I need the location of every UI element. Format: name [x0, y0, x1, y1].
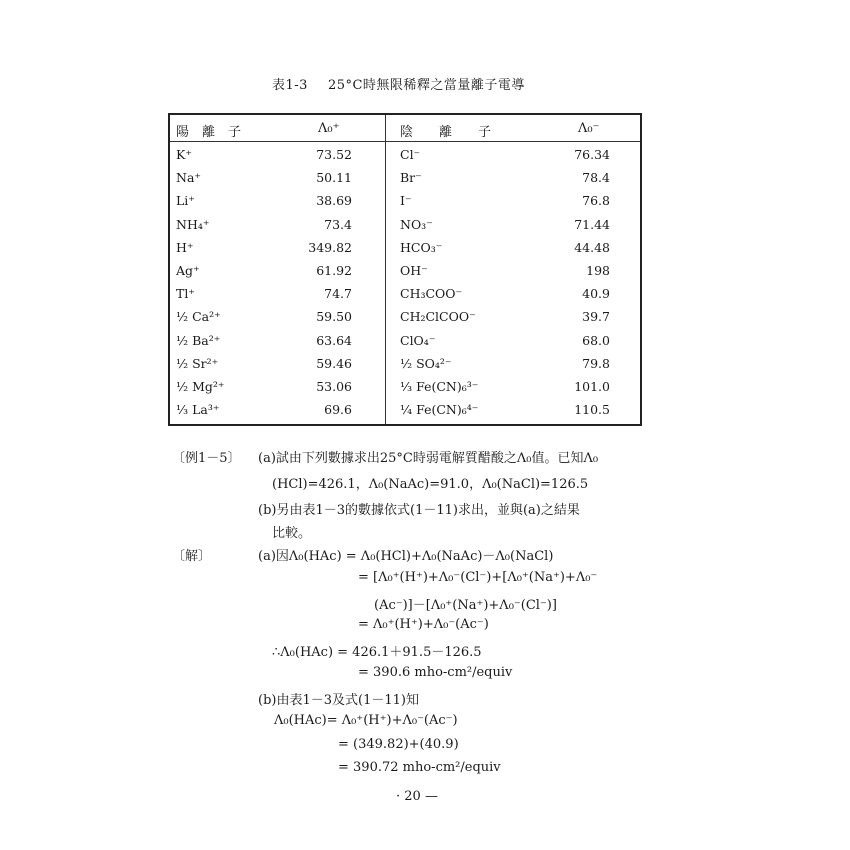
ion-anion: CH₂ClCOO⁻: [400, 309, 476, 325]
ion-anion: ½ SO₄²⁻: [400, 355, 452, 371]
ion-cation: Tl⁺: [176, 286, 195, 302]
solution-label: 〔解〕: [172, 549, 212, 564]
value-anion: 79.8: [582, 355, 610, 371]
value-anion: 101.0: [574, 379, 610, 394]
ion-anion: ClO₄⁻: [400, 332, 436, 348]
solution-line-2: = [Λ₀⁺(H⁺)+Λ₀⁻(Cl⁻)+[Λ₀⁺(Na⁺)+Λ₀⁻: [358, 570, 598, 585]
value-cation: 63.64: [316, 332, 352, 348]
ion-anion: ¼ Fe(CN)₆⁴⁻: [400, 402, 479, 418]
header-divider: [170, 141, 640, 142]
solution-line-9: = (349.82)+(40.9): [338, 737, 459, 752]
solution-line-1: (a)因Λ₀(HAc) = Λ₀(HCl)+Λ₀(NaAc)－Λ₀(NaCl): [258, 549, 554, 564]
column-divider: [385, 115, 386, 424]
value-cation: 349.82: [308, 239, 352, 255]
value-cation: 69.6: [324, 402, 352, 418]
ion-cation: H⁺: [176, 239, 194, 255]
value-anion: 40.9: [582, 286, 610, 302]
header-cation-lambda: Λ₀⁺: [318, 121, 340, 136]
value-cation: 38.69: [316, 193, 352, 209]
ion-cation: Ag⁺: [176, 263, 200, 278]
value-cation: 50.11: [316, 170, 352, 186]
ion-cation: ½ Sr²⁺: [176, 355, 219, 371]
ion-cation: ½ Ba²⁺: [176, 332, 221, 348]
table-caption: [272, 74, 525, 93]
solution-line-7: (b)由表1－3及式(1－11)知: [258, 693, 419, 708]
value-anion: 76.8: [582, 193, 610, 209]
ion-cation: ½ Ca²⁺: [176, 309, 221, 325]
value-anion: 44.48: [574, 239, 610, 255]
ion-cation: ⅓ La³⁺: [176, 402, 220, 418]
value-anion: 110.5: [574, 402, 610, 418]
solution-line-3: (Ac⁻)]－[Λ₀⁺(Na⁺)+Λ₀⁻(Cl⁻)]: [374, 598, 557, 613]
ion-anion: CH₃COO⁻: [400, 286, 463, 302]
example-line-4: 比較。: [272, 526, 312, 541]
value-cation: 59.50: [316, 309, 352, 325]
solution-line-8: Λ₀(HAc)= Λ₀⁺(H⁺)+Λ₀⁻(Ac⁻): [274, 713, 458, 728]
ion-anion: I⁻: [400, 193, 412, 209]
value-anion: 71.44: [574, 216, 610, 232]
value-anion: 198: [586, 263, 610, 278]
conductance-table: [168, 113, 642, 426]
value-cation: 61.92: [316, 263, 352, 278]
value-cation: 53.06: [316, 379, 352, 394]
value-cation: 73.4: [324, 216, 352, 232]
ion-anion: ⅓ Fe(CN)₆³⁻: [400, 379, 479, 394]
value-anion: 78.4: [582, 170, 610, 186]
ion-cation: Na⁺: [176, 170, 201, 186]
header-anion-lambda: Λ₀⁻: [578, 121, 600, 136]
ion-cation: Li⁺: [176, 193, 195, 209]
solution-line-4: = Λ₀⁺(H⁺)+Λ₀⁻(Ac⁻): [358, 617, 489, 632]
ion-cation: NH₄⁺: [176, 216, 210, 232]
table-number: 表1-3: [272, 78, 308, 93]
ion-cation: ½ Mg²⁺: [176, 379, 225, 394]
value-anion: 39.7: [582, 309, 610, 325]
example-label: 〔例1－5〕: [172, 451, 241, 466]
example-line-1: (a)試由下列數據求出25°C時弱電解質醋酸之Λ₀值。已知Λ₀: [258, 451, 599, 466]
ion-anion: Cl⁻: [400, 147, 421, 162]
solution-line-5: ∴Λ₀(HAc) = 426.1＋91.5－126.5: [272, 645, 482, 660]
value-cation: 73.52: [316, 147, 352, 162]
value-anion: 76.34: [574, 147, 610, 162]
solution-line-6: = 390.6 mho-cm²/equiv: [358, 665, 513, 680]
table-title: 25°C時無限稀釋之當量離子電導: [327, 78, 525, 93]
ion-cation: K⁺: [176, 147, 192, 162]
header-cation: 陽 離 子: [176, 125, 242, 140]
page-number: · 20 —: [396, 789, 438, 804]
solution-line-10: = 390.72 mho-cm²/equiv: [338, 760, 501, 775]
example-line-3: (b)另由表1－3的數據依式(1－11)求出，並與(a)之結果: [258, 503, 580, 518]
ion-anion: Br⁻: [400, 170, 422, 186]
ion-anion: OH⁻: [400, 263, 428, 278]
value-cation: 59.46: [316, 355, 352, 371]
ion-anion: NO₃⁻: [400, 216, 433, 232]
value-anion: 68.0: [582, 332, 610, 348]
value-cation: 74.7: [324, 286, 352, 302]
ion-anion: HCO₃⁻: [400, 239, 443, 255]
example-line-2: (HCl)=426.1，Λ₀(NaAc)=91.0，Λ₀(NaCl)=126.5: [272, 477, 589, 492]
header-anion: 陰 離 子: [400, 125, 492, 140]
